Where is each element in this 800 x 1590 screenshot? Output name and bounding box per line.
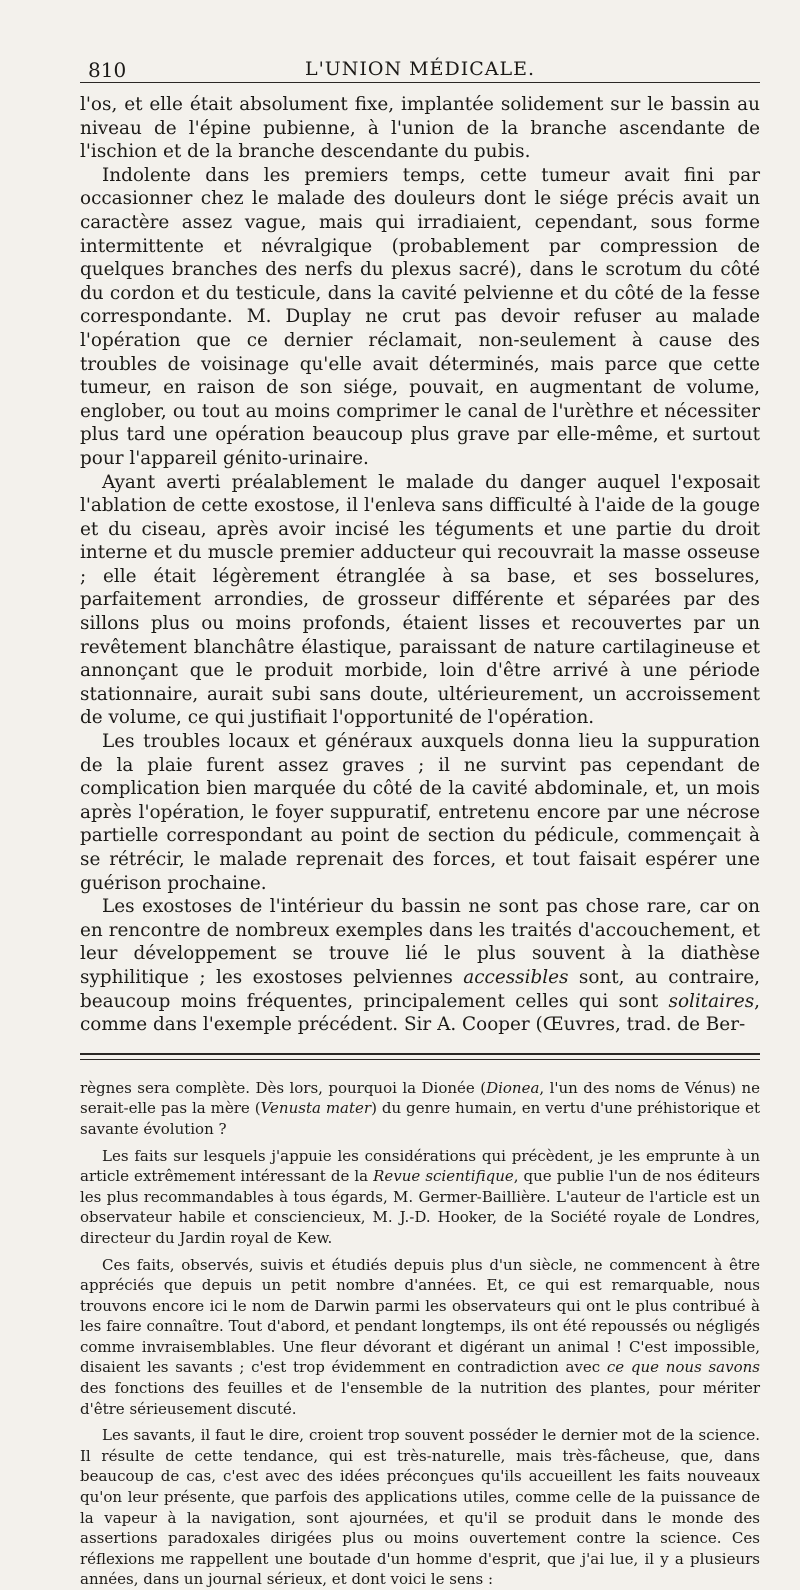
text-run: ) du genre humain, en vertu d'une préhistorique et savante évolution ? <box>80 1099 760 1138</box>
journal-title: L'UNION MÉDICALE. <box>304 58 536 80</box>
paragraph <box>80 895 760 1037</box>
page-number: 810 <box>88 58 127 82</box>
emphasis: accessibles <box>463 966 569 988</box>
text-run: , que publie l'un de nos éditeurs les plus recommandables à tous égards, M. Germer-Baillière. L'auteur de l'article est un observateur habile et consciencieux, M. J.-D. Hooker, de la Société royale de Londres, directeur du Jardin royal de Kew. <box>80 1167 760 1247</box>
emphasis: Revue scientifique <box>373 1167 514 1186</box>
paragraph <box>80 1146 760 1249</box>
emphasis: ce que nous savons <box>606 1358 760 1377</box>
emphasis: Venusta mater <box>260 1099 372 1118</box>
text-run: Les faits sur lesquels j'appuie les considérations qui précèdent, je les emprunte à un article extrêmement intéressant de la <box>80 1146 760 1186</box>
emphasis: Dionea <box>486 1078 540 1097</box>
paragraph <box>80 1078 760 1140</box>
article-body <box>80 93 760 1037</box>
text-run: , l'un des noms de Vénus) ne serait-elle pas la mère ( <box>80 1078 760 1118</box>
paragraph <box>80 1255 760 1420</box>
text-run: sont, au contraire, beaucoup moins fréquentes, principalement celles qui sont <box>80 966 761 1012</box>
paragraph: Les savants, il faut le dire, croient trop souvent posséder le dernier mot de la science. Il résulte de cette tendance, qui est très-naturelle, mais très-fâcheuse, que, dans beaucoup de cas, c'est avec des idées préconçues qu'ils accueillent les faits nouveaux qu'on leur présente, que parfois des applications utiles, comme celle de la puissance de la vapeur à la navigation, sont ajournées, et qu'il se produit dans le monde des assertions paradoxales dirigées plus ou moins ouvertement contre la science. Ces réflexions me rappellent une boutade d'un homme d'esprit, que j'ai lue, il y a plusieurs années, dans un journal sérieux, et dont voici le sens : <box>80 1426 760 1589</box>
paragraph: Indolente dans les premiers temps, cette tumeur avait fini par occasionner chez le malade des douleurs dont le siége précis avait un caractère assez vague, mais qui irradiaient, cependant, sous forme intermittente et névralgique (probablement par compression de quelques branches des nerfs du plexus sacré), dans le scrotum du côté du cordon et du testicule, dans la cavité pelvienne et du côté de la fesse correspondante. M. Duplay ne crut pas devoir refuser au malade l'opération que ce dernier réclamait, non-seulement à cause des troubles de voisinage qu'elle avait déterminés, mais parce que cette tumeur, en raison de son siége, pouvait, en augmentant de volume, englober, ou tout au moins comprimer le canal de l'urèthre et nécessiter plus tard une opération beaucoup plus grave par elle-même, et surtout pour l'appareil génito-urinaire. <box>80 164 760 469</box>
text-run: Ces faits, observés, suivis et étudiés depuis plus d'un siècle, ne commencent à être appréciés que depuis un petit nombre d'années. Et, ce qui est remarquable, nous trouvons encore ici le nom de Darwin parmi les observateurs qui ont le plus contribué à les faire connaître. Tout d'abord, et pendant longtemps, ils ont été repoussés ou négligés comme invraisemblables. Une fleur dévorant et digérant un animal ! C'est impossible, disaient les savants ; c'est trop évidemment en contradiction avec <box>80 1255 760 1377</box>
text-run: règnes sera complète. Dès lors, pourquoi la Dionée ( <box>80 1078 487 1097</box>
paragraph: l'os, et elle était absolument fixe, implantée solidement sur le bassin au niveau de l'épine pubienne, à l'union de la branche ascendante de l'ischion et de la branche descendante du pubis. <box>80 94 760 163</box>
text-run: , comme dans l'exemple précédent. Sir A. Cooper (Œuvres, trad. de Ber- <box>80 990 760 1036</box>
emphasis: solitaires <box>668 990 755 1012</box>
paragraph: Les troubles locaux et généraux auxquels donna lieu la suppuration de la plaie furent assez graves ; il ne survint pas cependant de complication bien marquée du côté de la cavité abdominale, et, un mois après l'opération, le foyer suppuratif, entretenu encore par une nécrose partielle correspondant au point de section du pédicule, commençait à se rétrécir, le malade reprenait des forces, et tout faisait espérer une guérison prochaine. <box>80 731 760 894</box>
paragraph: Ayant averti préalablement le malade du danger auquel l'exposait l'ablation de cette exostose, il l'enleva sans difficulté à l'aide de la gouge et du ciseau, après avoir incisé les téguments et une partie du droit interne et du muscle premier adducteur qui recouvrait la masse osseuse ; elle était légèrement étranglée à sa base, et ses bosselures, parfaitement arrondies, de grosseur différente et séparées par des sillons plus ou moins profonds, étaient lisses et recouvertes par un revêtement blanchâtre élastique, paraissant de nature cartilagineuse et annonçant que le produit morbide, loin d'être arrivé à une période stationnaire, aurait subi sans doute, ultérieurement, un accroissement de volume, ce qui justifiait l'opportunité de l'opération. <box>80 471 760 729</box>
section-divider <box>80 1053 760 1060</box>
text-run: Les exostoses de l'intérieur du bassin ne sont pas chose rare, car on en rencontre de nombreux exemples dans les traités d'accouchement, et leur développement se trouve lié le plus souvent à la diathèse syphilitique ; les exostoses pelviennes <box>80 896 760 988</box>
text-run: des fonctions des feuilles et de l'ensemble de la nutrition des plantes, pour mériter d'être sérieusement discuté. <box>80 1379 760 1418</box>
running-head <box>80 48 760 83</box>
feuilleton-body <box>80 1078 760 1590</box>
